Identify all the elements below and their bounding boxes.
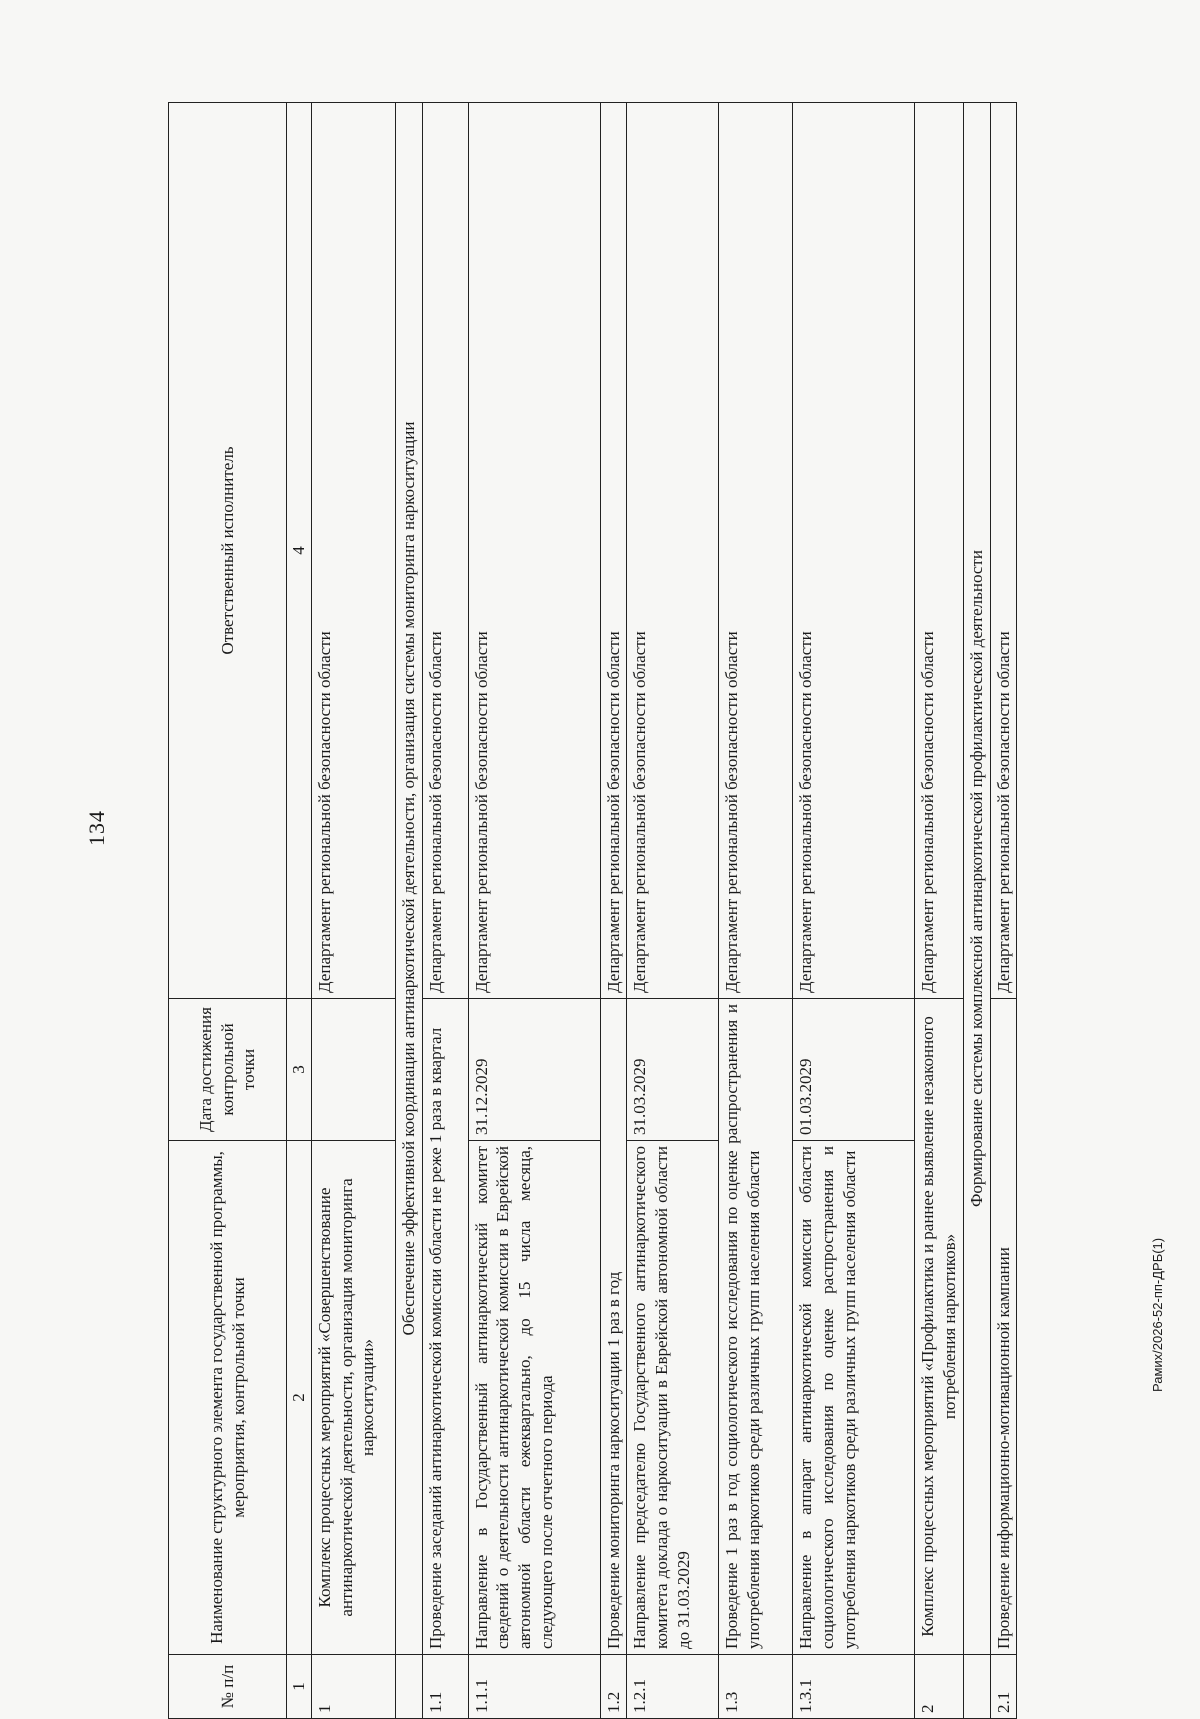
row-executor: Департамент региональной безопасности области (719, 103, 793, 999)
row-executor: Департамент региональной безопасности области (422, 103, 468, 999)
column-index: 1 (287, 1655, 312, 1719)
row-number: 1.3 (719, 1655, 793, 1719)
rotated-table-container (168, 103, 1104, 1719)
row-executor: Департамент региональной безопасности области (311, 103, 395, 999)
table-row (719, 103, 793, 1719)
header-row (169, 103, 287, 1719)
document-code: Рамих/2026-52-пп-ДРБ(1) (1150, 1237, 1165, 1392)
row-number: 1.1 (422, 1655, 468, 1719)
row-name: Направление председателю Государственного антинаркотического комитета доклада о наркоситуации в Еврейской автономной области до 31.03.2029 (627, 1141, 719, 1655)
row-number: 1.2 (600, 1655, 627, 1719)
column-index: 4 (287, 103, 312, 999)
row-executor: Департамент региональной безопасности области (915, 103, 964, 999)
page-number: 134 (84, 810, 109, 846)
table-row (793, 103, 915, 1719)
table-row (311, 103, 395, 1719)
table-row (422, 103, 468, 1719)
row-date: 01.03.2029 (793, 999, 915, 1141)
row-number: 2.1 (990, 1655, 1017, 1719)
row-name: Комплекс процессных мероприятий «Профилактика и раннее выявление незаконного потребления наркотиков» (915, 999, 964, 1655)
column-index: 2 (287, 1141, 312, 1655)
row-name: Проведение мониторинга наркоситуации 1 раз в год (600, 999, 627, 1655)
row-number: 2 (915, 1655, 964, 1719)
row-name: Проведение информационно-мотивационной кампании (990, 999, 1017, 1655)
row-number: 1.2.1 (627, 1655, 719, 1719)
section-title: Формирование системы комплексной антинаркотической профилактической деятельности (963, 103, 990, 1655)
row-executor: Департамент региональной безопасности области (793, 103, 915, 999)
table-row (468, 103, 600, 1719)
column-index-row (287, 103, 312, 1719)
row-date: 31.12.2029 (468, 999, 600, 1141)
row-name: Проведение 1 раз в год социологического исследования по оценке распространения и употребления наркотиков среди различных групп населения области (719, 999, 793, 1655)
header-date: Дата достижения контрольной точки (169, 999, 287, 1141)
header-name: Наименование структурного элемента государственной программы, мероприятия, контрольной точки (169, 1141, 287, 1655)
control-points-table (168, 102, 1017, 1719)
table-row (915, 103, 964, 1719)
row-date: 31.03.2029 (627, 999, 719, 1141)
row-name: Направление в Государственный антинаркотический комитет сведений о деятельности антинаркотической комиссии в Еврейской автономной области ежеквартально, до 15 числа месяца, следующего после отчетного периода (468, 1141, 600, 1655)
row-name: Проведение заседаний антинаркотической комиссии области не реже 1 раза в квартал (422, 999, 468, 1655)
row-name: Направление в аппарат антинаркотической комиссии области социологического исследования по оценке распространения и употребления наркотиков среди различных групп населения области (793, 1141, 915, 1655)
section-row (963, 103, 990, 1719)
header-executor: Ответственный исполнитель (169, 103, 287, 999)
row-date (311, 999, 395, 1141)
row-executor: Департамент региональной безопасности области (468, 103, 600, 999)
table-row (600, 103, 627, 1719)
section-title: Обеспечение эффективной координации антинаркотической деятельности, организация системы мониторинга наркоситуации (395, 103, 422, 1655)
row-name: Комплекс процессных мероприятий «Совершенствование антинаркотической деятельности, организация мониторинга наркоситуации» (311, 1141, 395, 1655)
row-number: 1 (311, 1655, 395, 1719)
section-row (395, 103, 422, 1719)
row-executor: Департамент региональной безопасности области (627, 103, 719, 999)
row-number: 1.3.1 (793, 1655, 915, 1719)
row-executor: Департамент региональной безопасности области (990, 103, 1017, 999)
table-row (990, 103, 1017, 1719)
header-number: № п/п (169, 1655, 287, 1719)
row-number: 1.1.1 (468, 1655, 600, 1719)
row-executor: Департамент региональной безопасности области (600, 103, 627, 999)
column-index: 3 (287, 999, 312, 1141)
table-row (627, 103, 719, 1719)
